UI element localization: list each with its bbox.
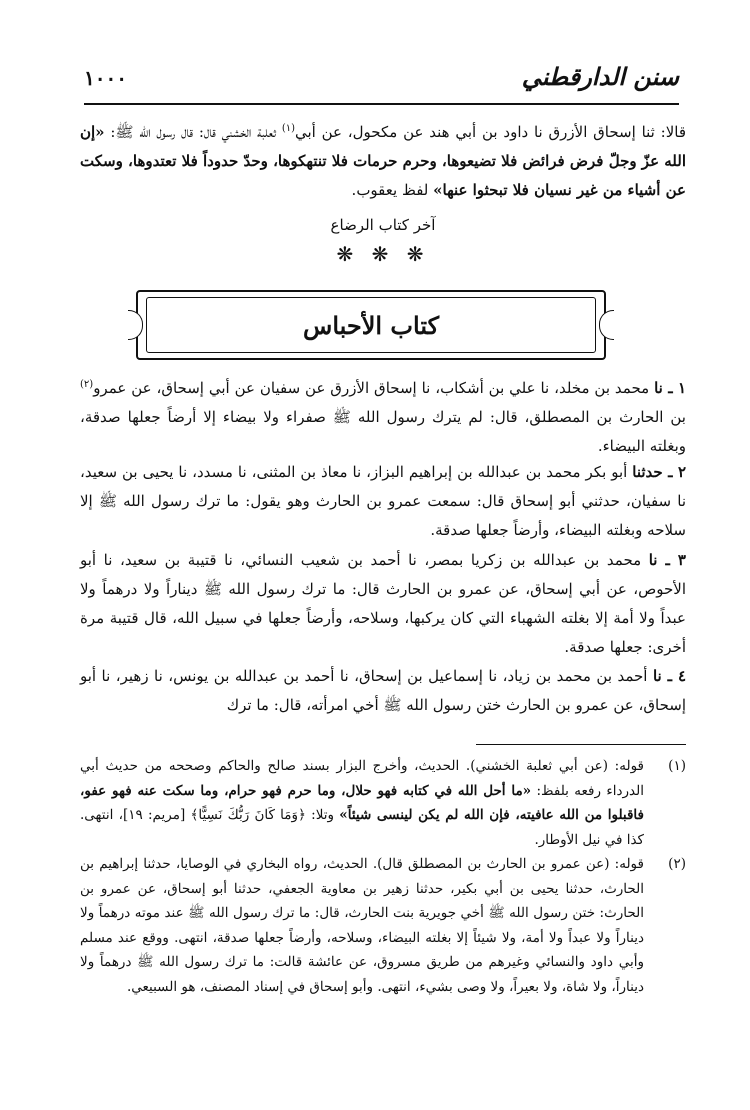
hadith-text-cont: بن الحارث بن المصطلق، قال: لم يترك رسول الله ﷺ صفراء ولا بيضاء إلا أرضاً جعلها صدقة، وبغلته البيضاء. [80, 408, 686, 455]
footnote-ref-2[interactable]: (٢) [80, 379, 94, 390]
colophon: آخر كتاب الرضاع [330, 216, 436, 234]
footnote-text: قوله: (عن عمرو بن الحارث بن المصطلق قال). الحديث، رواه البخاري في الوصايا، حدثنا إبراهيم بن الحارث، حدثنا يحيى بن أبي بكير، حدثنا زهير بن معاوية الجعفي، حدثنا أبو إسحاق، عن عمرو بن الحارث: ختن رسول الله ﷺ أخي جويرية بنت الحارث، قال: ما ترك رسول الله ﷺ عند موته درهماً ولا ديناراً ولا عبداً ولا أمة، ولا شيئاً إلا بغلته البيضاء، وسلاحه، وأرضاً جعلها صدقة، انتهى. ووقع عند مسلم وأبي داود والنسائي وغيرهم من طريق مسروق، عن عائشة قالت: ما ترك رسول الله ﷺ درهماً ولا ديناراً، ولا شاة، ولا بعيراً، ولا وصى بشيء، انتهى. وأبو إسحاق في إسناد المصنف، هو السبيعي. [80, 856, 644, 995]
hadith-2 [80, 458, 686, 545]
hadith-number: ٤ ـ نا [652, 667, 686, 685]
intro-line1-pre: قالا: ثنا إسحاق الأزرق نا داود بن أبي هند عن مكحول، عن أبي [295, 123, 686, 141]
footnote-number: (١) [668, 758, 686, 774]
page-header [84, 60, 679, 104]
footnote-1 [80, 754, 686, 852]
hadith-text: أبو بكر محمد بن عبدالله بن إبراهيم البزاز، نا معاذ بن المثنى، نا مسدد، نا يحيى بن سعيد، نا سفيان، حدثني أبو إسحاق قال: سمعت عمرو بن الحارث وهو يقول: ما ترك رسول الله ﷺ إلا سلاحه وبغلته البيضاء، وأرضاً جعلها صدقة. [80, 463, 686, 539]
footnote-2 [80, 852, 686, 999]
running-title: سنن الدارقطني [521, 62, 679, 91]
footnote-rule [476, 744, 686, 745]
hadith-3 [80, 546, 686, 662]
page-number: ١٠٠٠ [84, 66, 127, 90]
hadith-1 [80, 370, 686, 461]
footnote-quote: «ما أحل الله في كتابه فهو حلال، وما حرم فهو حرام، وما سكت عنه فهو عفو، فاقبلوا من الله عافيته، فإن الله لم يكن لينسى شيئاً» [80, 782, 645, 823]
chapter-heading-frame [136, 290, 606, 360]
footnote-text: قوله: (عن أبي ثعلبة الخشني). الحديث، وأخرج البزار بسند صالح والحاكم وصححه من حديث أبي الدرداء رفعه بلفظ: [80, 758, 644, 799]
stars-separator: ❋ ❋ ❋ [336, 242, 430, 266]
hadith-4 [80, 662, 686, 720]
header-rule [84, 103, 679, 105]
intro-tail: لفظ يعقوب. [351, 181, 434, 199]
hadith-text: محمد بن عبدالله بن زكريا بمصر، نا أحمد بن شعيب النسائي، نا قتيبة بن سعيد، نا أبو الأحوص، عن أبي إسحاق، عن عمرو بن الحارث قال: ما ترك رسول الله ﷺ ديناراً ولا درهماً ولا عبداً ولا أمة إلا بغلته الشهباء التي كان يركبها، وسلاحه، وأرضاً جعلها في سبيل الله، قال قتيبة مرة أخرى: جعلها صدقة. [80, 551, 686, 656]
intro-paragraph [80, 114, 686, 205]
hadith-text: محمد بن مخلد، نا علي بن أشكاب، نا إسحاق الأزرق عن سفيان عن أبي إسحاق، عن عمرو [93, 379, 655, 397]
hadith-number: ١ ـ نا [654, 379, 687, 397]
intro-line1-post: ثعلبة الخشني قال: قال رسول الله ﷺ: [104, 123, 282, 141]
hadith-number: ٢ ـ حدثنا [632, 463, 686, 481]
hadith-text: أحمد بن محمد بن زياد، نا إسماعيل بن إسحاق، نا أحمد بن عبدالله بن يونس، نا زهير، نا أبو إسحاق، عن عمرو بن الحارث ختن رسول الله ﷺ أخي امرأته، قال: ما ترك [80, 667, 686, 714]
footnotes [80, 754, 686, 999]
footnote-number: (٢) [668, 856, 686, 872]
footnote-ref-1[interactable]: (١) [281, 123, 295, 134]
intro-hadith-text: «إن الله عزّ وجلّ فرض فرائض فلا تضيعوها، وحرم حرمات فلا تنتهكوها، وحدّ حدوداً فلا تعتدوها، وسكت عن أشياء من غير نسيان فلا تبحثوا عنها» [80, 123, 686, 199]
hadith-number: ٣ ـ نا [648, 551, 686, 569]
chapter-title: كتاب الأحباس [303, 310, 439, 340]
footnote-text-cont: وتلا: ﴿وَمَا كَانَ رَبُّكَ نَسِيًّا﴾ [مريم: ١٩]، انتهى. كذا في نيل الأوطار. [80, 807, 644, 848]
